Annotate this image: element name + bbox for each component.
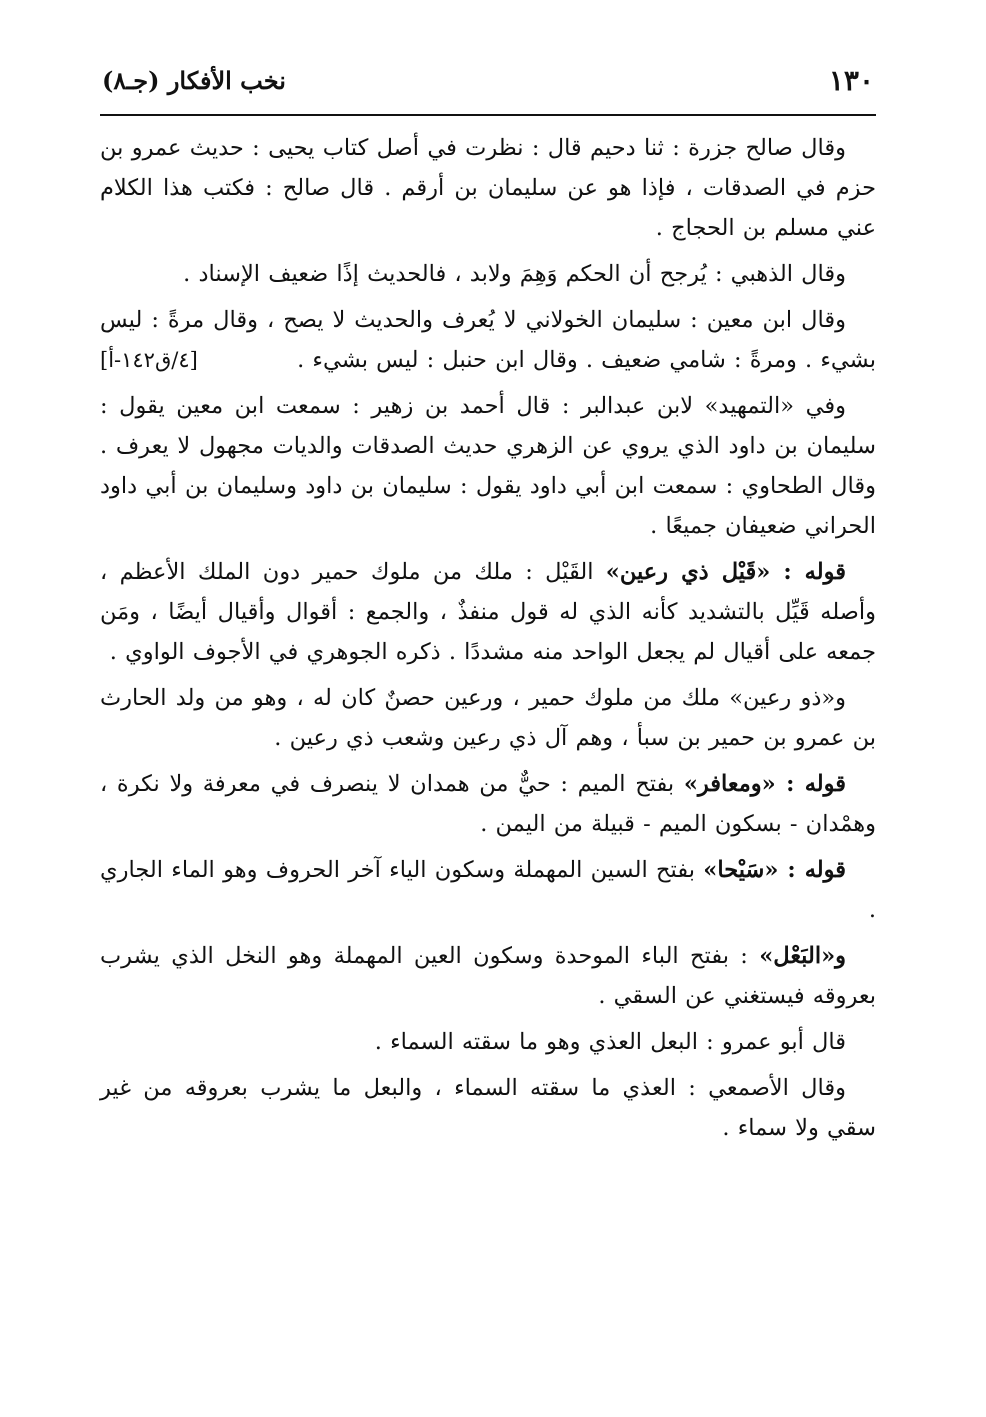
paragraph: قوله : «سَيْحا» بفتح السين المهملة وسكون الياء آخر الحروف وهو الماء الجاري . [100, 857, 876, 923]
book-page [100, 58, 876, 1358]
paragraph: وقال صالح جزرة : ثنا دحيم قال : نظرت في أصل كتاب يحيى : حديث عمرو بن حزم في الصدقات ، فإذا هو عن سليمان بن أرقم . قال صالح : فكتب هذا الكلام عني مسلم بن الحجاج . [100, 135, 876, 241]
paragraph: قوله : «قَيْل ذي رعين» القَيْل : ملك من ملوك حمير دون الملك الأعظم ، وأصله قَيِّل بالتشديد كأنه الذي له قول منفذٌ ، والجمع : أقوال وأقيال أيضًا ، ومَن جمعه على أقيال لم يجعل الواحد منه مشددًا . ذكره الجوهري في الأجوف الواوي . [100, 559, 876, 665]
paragraph: وقال الذهبي : يُرجح أن الحكم وَهِمَ ولابد ، فالحديث إذًا ضعيف الإسناد . [183, 261, 846, 287]
manuscript-reference: [٤/ق١٤٢-أ] [100, 348, 198, 372]
paragraph: وقال ابن معين : سليمان الخولاني لا يُعرف والحديث لا يصح ، وقال مرةً : ليس بشيء . ومرةً : شامي ضعيف . وقال ابن حنبل : ليس بشيء . [٤/ق١٤٢-أ] [100, 300, 876, 380]
paragraph: و«ذو رعين» ملك من ملوك حمير ، ورعين حصنٌ كان له ، وهو من ولد الحارث بن عمرو بن حمير بن سبأ ، وهم آل ذي رعين وشعب ذي رعين . [100, 685, 876, 751]
lemma-heading: قوله : «سَيْحا» [703, 857, 846, 883]
lemma-heading: و«البَعْل» [759, 943, 846, 969]
lemma-heading: قوله : «ومعافر» [683, 771, 847, 797]
paragraph: و«البَعْل» : بفتح الباء الموحدة وسكون العين المهملة وهو النخل الذي يشرب بعروقه فيستغني عن السقي . [100, 943, 876, 1009]
paragraph: وفي «التمهيد» لابن عبدالبر : قال أحمد بن زهير : سمعت ابن معين يقول : سليمان بن داود الذي يروي عن الزهري حديث الصدقات والديات مجهول لا يعرف . وقال الطحاوي : سمعت ابن أبي داود يقول : سليمان بن داود وسليمان بن أبي داود الحراني ضعيفان جميعًا . [100, 393, 876, 539]
paragraph: قال أبو عمرو : البعل العذي وهو ما سقته السماء . [374, 1029, 846, 1055]
paragraph: وقال الأصمعي : العذي ما سقته السماء ، والبعل ما يشرب بعروقه من غير سقي ولا سماء . [100, 1075, 876, 1141]
running-title: نخب الأفكار (جـ٨) [102, 66, 286, 95]
page-number: ١٣٠ [828, 64, 874, 97]
body-text [100, 128, 876, 1148]
page-header [100, 58, 876, 116]
lemma-heading: قوله : «قَيْل ذي رعين» [605, 559, 846, 585]
paragraph: قوله : «ومعافر» بفتح الميم : حيٌّ من همدان لا ينصرف في معرفة ولا نكرة ، وهمْدان - بسكون الميم - قبيلة من اليمن . [100, 771, 876, 837]
